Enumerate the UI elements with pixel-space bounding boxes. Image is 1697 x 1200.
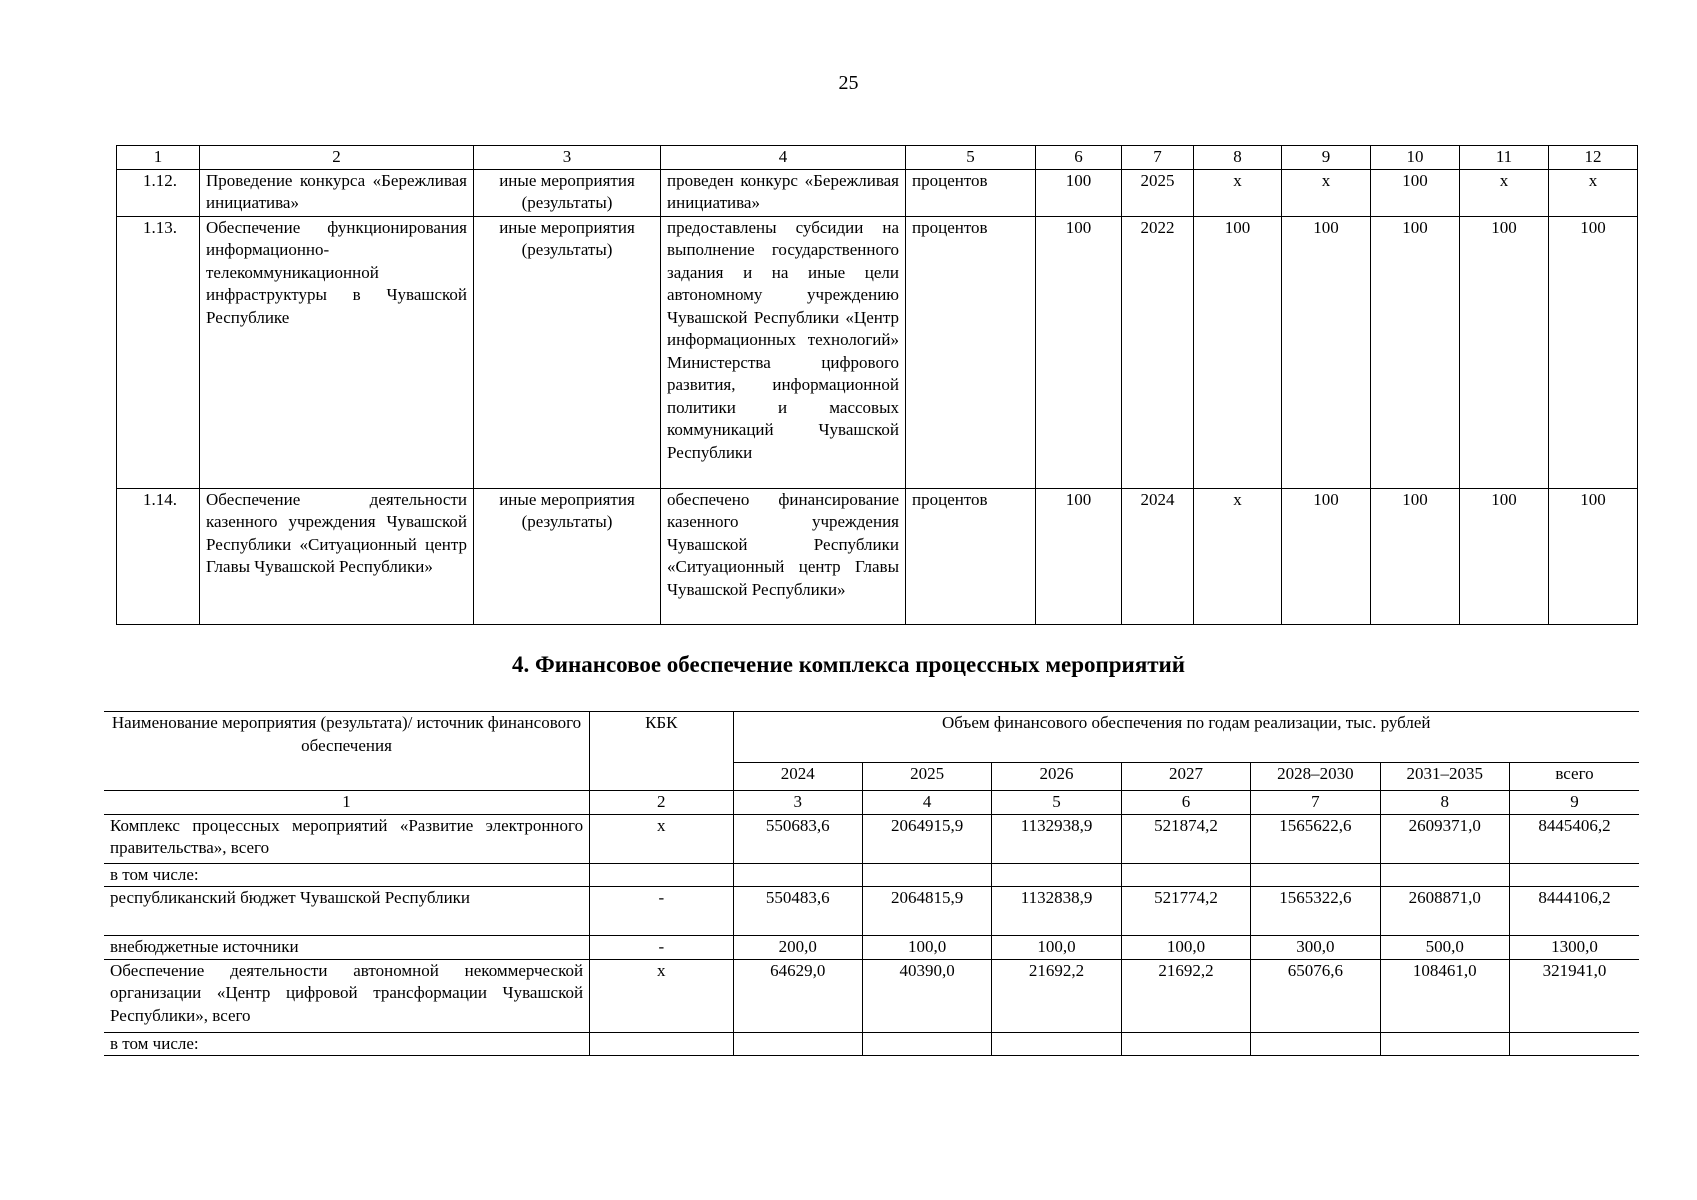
amount-cell: 200,0 xyxy=(733,936,862,960)
cell-value: 100 xyxy=(1549,216,1638,488)
col-number: 3 xyxy=(474,146,661,170)
row-number: 1.13. xyxy=(117,216,200,488)
col-number: 2 xyxy=(590,791,733,815)
year-header: 2024 xyxy=(733,762,862,790)
activity-result: проведен конкурс «Бережливая инициатива» xyxy=(661,169,906,216)
col-number: 7 xyxy=(1122,146,1194,170)
amount-cell: 521774,2 xyxy=(1121,887,1250,936)
cell-value: 100 xyxy=(1371,169,1460,216)
table-row xyxy=(104,887,1639,936)
cell-value: 100 xyxy=(1460,488,1549,624)
col-number: 1 xyxy=(104,791,590,815)
amount-cell xyxy=(1251,863,1380,887)
column-number-row xyxy=(104,791,1639,815)
activity-type: иные мероприятия (результаты) xyxy=(474,488,661,624)
col-number: 4 xyxy=(862,791,991,815)
cell-value: 100 xyxy=(1371,216,1460,488)
kbk-cell xyxy=(590,863,733,887)
table-row xyxy=(104,959,1639,1032)
activity-result: обеспечено финансирование казенного учреждения Чувашской Республики «Ситуационный центр Главы Чувашской Республики» xyxy=(661,488,906,624)
activity-type: иные мероприятия (результаты) xyxy=(474,216,661,488)
amount-cell: 1300,0 xyxy=(1509,936,1639,960)
unit: процентов xyxy=(906,169,1036,216)
amount-cell: 108461,0 xyxy=(1380,959,1509,1032)
cell-value: 100 xyxy=(1036,488,1122,624)
col-number: 5 xyxy=(906,146,1036,170)
row-name: внебюджетные источники xyxy=(104,936,590,960)
amount-cell: 21692,2 xyxy=(992,959,1121,1032)
col-number: 3 xyxy=(733,791,862,815)
cell-value: х xyxy=(1460,169,1549,216)
amount-cell: 100,0 xyxy=(992,936,1121,960)
cell-value: х xyxy=(1194,488,1282,624)
amount-cell: 100,0 xyxy=(1121,936,1250,960)
amount-cell: 8445406,2 xyxy=(1509,814,1639,863)
amount-cell: 1132838,9 xyxy=(992,887,1121,936)
activity-type: иные мероприятия (результаты) xyxy=(474,169,661,216)
amount-cell xyxy=(1121,1032,1250,1056)
cell-value: 2025 xyxy=(1122,169,1194,216)
table-row xyxy=(104,1032,1639,1056)
amount-cell xyxy=(1121,863,1250,887)
col-number: 8 xyxy=(1194,146,1282,170)
amount-cell xyxy=(992,863,1121,887)
col-number: 10 xyxy=(1371,146,1460,170)
amount-cell xyxy=(1380,1032,1509,1056)
kbk-cell: х xyxy=(590,814,733,863)
col-number: 7 xyxy=(1251,791,1380,815)
cell-value: 100 xyxy=(1371,488,1460,624)
kbk-cell: - xyxy=(590,936,733,960)
row-name: республиканский бюджет Чувашской Республики xyxy=(104,887,590,936)
cell-value: 100 xyxy=(1194,216,1282,488)
header-name: Наименование мероприятия (результата)/ источник финансового обеспечения xyxy=(104,712,590,791)
kbk-cell: х xyxy=(590,959,733,1032)
year-header: 2026 xyxy=(992,762,1121,790)
amount-cell: 2608871,0 xyxy=(1380,887,1509,936)
cell-value: 100 xyxy=(1549,488,1638,624)
header-volume: Объем финансового обеспечения по годам реализации, тыс. рублей xyxy=(733,712,1639,763)
page-number: 25 xyxy=(838,72,859,94)
col-number: 8 xyxy=(1380,791,1509,815)
amount-cell: 550683,6 xyxy=(733,814,862,863)
cell-value: 2024 xyxy=(1122,488,1194,624)
amount-cell: 21692,2 xyxy=(1121,959,1250,1032)
section-title: 4. Финансовое обеспечение комплекса процессных мероприятий xyxy=(511,652,1186,677)
activity-name: Обеспечение функционирования информационно-телекоммуникационной инфраструктуры в Чувашской Республике xyxy=(200,216,474,488)
amount-cell xyxy=(862,863,991,887)
row-name: Обеспечение деятельности автономной некоммерческой организации «Центр цифровой трансформации Чувашской Республики», всего xyxy=(104,959,590,1032)
amount-cell: 40390,0 xyxy=(862,959,991,1032)
header-kbk: КБК xyxy=(590,712,733,791)
amount-cell: 8444106,2 xyxy=(1509,887,1639,936)
table-row xyxy=(104,936,1639,960)
col-number: 9 xyxy=(1282,146,1371,170)
unit: процентов xyxy=(906,216,1036,488)
amount-cell xyxy=(733,1032,862,1056)
financing-table xyxy=(104,711,1639,1056)
col-number: 9 xyxy=(1509,791,1639,815)
unit: процентов xyxy=(906,488,1036,624)
col-number: 6 xyxy=(1121,791,1250,815)
table-row xyxy=(117,169,1638,216)
table-row xyxy=(117,488,1638,624)
row-number: 1.12. xyxy=(117,169,200,216)
cell-value: 100 xyxy=(1282,488,1371,624)
row-name: в том числе: xyxy=(104,1032,590,1056)
col-number: 11 xyxy=(1460,146,1549,170)
col-number: 2 xyxy=(200,146,474,170)
year-header: 2031–2035 xyxy=(1380,762,1509,790)
amount-cell: 100,0 xyxy=(862,936,991,960)
amount-cell xyxy=(992,1032,1121,1056)
amount-cell: 300,0 xyxy=(1251,936,1380,960)
kbk-cell xyxy=(590,1032,733,1056)
column-number-row xyxy=(117,146,1638,170)
kbk-cell: - xyxy=(590,887,733,936)
activity-name: Проведение конкурса «Бережливая инициатива» xyxy=(200,169,474,216)
amount-cell: 500,0 xyxy=(1380,936,1509,960)
row-number: 1.14. xyxy=(117,488,200,624)
amount-cell: 321941,0 xyxy=(1509,959,1639,1032)
row-name: в том числе: xyxy=(104,863,590,887)
year-header: 2027 xyxy=(1121,762,1250,790)
cell-value: х xyxy=(1549,169,1638,216)
amount-cell: 2064915,9 xyxy=(862,814,991,863)
amount-cell xyxy=(1380,863,1509,887)
table-row xyxy=(117,216,1638,488)
amount-cell: 2609371,0 xyxy=(1380,814,1509,863)
amount-cell: 550483,6 xyxy=(733,887,862,936)
cell-value: 100 xyxy=(1036,216,1122,488)
cell-value: 100 xyxy=(1282,216,1371,488)
header-row xyxy=(104,712,1639,763)
cell-value: 100 xyxy=(1036,169,1122,216)
col-number: 5 xyxy=(992,791,1121,815)
amount-cell xyxy=(862,1032,991,1056)
col-number: 6 xyxy=(1036,146,1122,170)
col-number: 1 xyxy=(117,146,200,170)
amount-cell: 64629,0 xyxy=(733,959,862,1032)
amount-cell: 521874,2 xyxy=(1121,814,1250,863)
col-number: 4 xyxy=(661,146,906,170)
col-number: 12 xyxy=(1549,146,1638,170)
cell-value: х xyxy=(1194,169,1282,216)
year-header: 2028–2030 xyxy=(1251,762,1380,790)
amount-cell: 1565622,6 xyxy=(1251,814,1380,863)
activities-table xyxy=(116,145,1638,625)
amount-cell xyxy=(1509,863,1639,887)
cell-value: х xyxy=(1282,169,1371,216)
activity-result: предоставлены субсидии на выполнение государственного задания и на иные цели автономному учреждению Чувашской Республики «Центр информационных технологий» Министерства цифрового развития, информационной политики и массовых коммуникаций Чувашской Республики xyxy=(661,216,906,488)
amount-cell xyxy=(1509,1032,1639,1056)
activity-name: Обеспечение деятельности казенного учреждения Чувашской Республики «Ситуационный центр Главы Чувашской Республики» xyxy=(200,488,474,624)
cell-value: 2022 xyxy=(1122,216,1194,488)
table-row xyxy=(104,863,1639,887)
amount-cell: 1132938,9 xyxy=(992,814,1121,863)
amount-cell xyxy=(733,863,862,887)
year-header: всего xyxy=(1509,762,1639,790)
amount-cell: 65076,6 xyxy=(1251,959,1380,1032)
amount-cell: 2064815,9 xyxy=(862,887,991,936)
row-name: Комплекс процессных мероприятий «Развитие электронного правительства», всего xyxy=(104,814,590,863)
amount-cell xyxy=(1251,1032,1380,1056)
table-row xyxy=(104,814,1639,863)
cell-value: 100 xyxy=(1460,216,1549,488)
year-header: 2025 xyxy=(862,762,991,790)
amount-cell: 1565322,6 xyxy=(1251,887,1380,936)
